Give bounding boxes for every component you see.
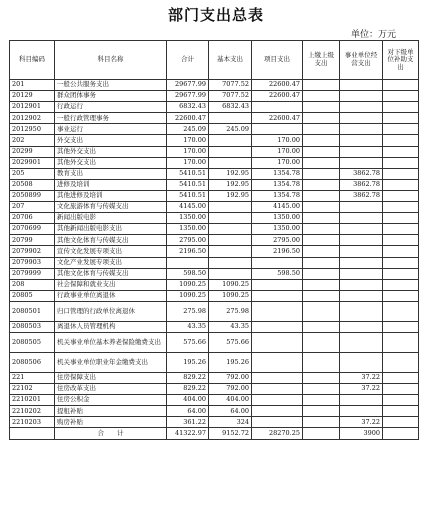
upper-cell xyxy=(303,279,340,290)
header-row xyxy=(10,41,419,80)
name-cell: 购房补贴 xyxy=(55,417,167,428)
subsidy-cell xyxy=(383,146,419,157)
name-cell: 教育支出 xyxy=(55,168,167,179)
basic-cell xyxy=(209,146,252,157)
name-cell: 一般行政管理事务 xyxy=(55,113,167,124)
table-row xyxy=(10,257,419,268)
subsidy-cell xyxy=(383,395,419,406)
table-row xyxy=(10,224,419,235)
table-row xyxy=(10,213,419,224)
total-basic: 9152.72 xyxy=(209,428,252,439)
business-cell xyxy=(340,257,383,268)
subsidy-cell xyxy=(383,91,419,102)
upper-cell xyxy=(303,80,340,91)
name-cell: 其他外交支出 xyxy=(55,157,167,168)
subsidy-cell xyxy=(383,332,419,352)
project-cell xyxy=(252,279,303,290)
name-cell: 其他文化体育与传媒支出 xyxy=(55,235,167,246)
name-cell: 文化旅游体育与传媒支出 xyxy=(55,202,167,213)
upper-cell xyxy=(303,157,340,168)
code-cell: 2079902 xyxy=(10,246,55,257)
total-cell: 43.35 xyxy=(167,321,209,332)
basic-cell: 575.66 xyxy=(209,332,252,352)
name-cell: 外交支出 xyxy=(55,135,167,146)
name-cell: 机关事业单位基本养老保险缴费支出 xyxy=(55,332,167,352)
project-cell: 2196.50 xyxy=(252,246,303,257)
code-cell: 2012901 xyxy=(10,102,55,113)
total-cell: 5410.51 xyxy=(167,190,209,201)
subsidy-cell xyxy=(383,257,419,268)
basic-cell: 195.26 xyxy=(209,352,252,372)
total-cell: 29677.99 xyxy=(167,80,209,91)
project-cell xyxy=(252,352,303,372)
basic-cell: 6832.43 xyxy=(209,102,252,113)
basic-cell xyxy=(209,257,252,268)
total-row xyxy=(10,428,419,439)
upper-cell xyxy=(303,321,340,332)
code-cell: 20299 xyxy=(10,146,55,157)
subsidy-cell xyxy=(383,213,419,224)
business-cell xyxy=(340,124,383,135)
table-row xyxy=(10,235,419,246)
basic-cell: 792.00 xyxy=(209,384,252,395)
header-project: 项目支出 xyxy=(252,41,303,80)
header-total: 合计 xyxy=(167,41,209,80)
upper-cell xyxy=(303,168,340,179)
table-row xyxy=(10,384,419,395)
project-cell xyxy=(252,102,303,113)
business-cell xyxy=(340,146,383,157)
code-cell: 2210203 xyxy=(10,417,55,428)
project-cell xyxy=(252,321,303,332)
expenditure-table xyxy=(9,40,419,440)
table-row xyxy=(10,80,419,91)
name-cell: 提租补贴 xyxy=(55,406,167,417)
subsidy-cell xyxy=(383,202,419,213)
project-cell: 22600.47 xyxy=(252,113,303,124)
project-cell: 22600.47 xyxy=(252,91,303,102)
subsidy-cell xyxy=(383,80,419,91)
project-cell: 1354.78 xyxy=(252,179,303,190)
subsidy-cell xyxy=(383,246,419,257)
name-cell: 一般公共服务支出 xyxy=(55,80,167,91)
name-cell: 其他进修及培训 xyxy=(55,190,167,201)
total-cell: 829.22 xyxy=(167,372,209,383)
basic-cell xyxy=(209,202,252,213)
business-cell xyxy=(340,332,383,352)
subsidy-cell xyxy=(383,384,419,395)
table-row xyxy=(10,406,419,417)
business-cell: 3862.78 xyxy=(340,168,383,179)
basic-cell: 324 xyxy=(209,417,252,428)
upper-cell xyxy=(303,113,340,124)
basic-cell: 404.00 xyxy=(209,395,252,406)
code-cell: 2012950 xyxy=(10,124,55,135)
subsidy-cell xyxy=(383,190,419,201)
basic-cell: 1090.25 xyxy=(209,290,252,301)
upper-cell xyxy=(303,372,340,383)
name-cell: 行政事业单位离退休 xyxy=(55,290,167,301)
header-name: 科目名称 xyxy=(55,41,167,80)
upper-cell xyxy=(303,224,340,235)
business-cell xyxy=(340,91,383,102)
project-cell: 170.00 xyxy=(252,146,303,157)
total-cell: 1090.25 xyxy=(167,290,209,301)
upper-cell xyxy=(303,395,340,406)
total-cell: 275.98 xyxy=(167,301,209,321)
name-cell: 宣传文化发展专项支出 xyxy=(55,246,167,257)
name-cell: 新闻出版电影 xyxy=(55,213,167,224)
business-cell xyxy=(340,113,383,124)
code-cell: 221 xyxy=(10,372,55,383)
subsidy-cell xyxy=(383,157,419,168)
name-cell: 机关事业单位职业年金缴费支出 xyxy=(55,352,167,372)
table-row xyxy=(10,268,419,279)
business-cell: 37.22 xyxy=(340,384,383,395)
basic-cell xyxy=(209,224,252,235)
upper-cell xyxy=(303,352,340,372)
code-cell: 20706 xyxy=(10,213,55,224)
upper-cell xyxy=(303,268,340,279)
subsidy-cell xyxy=(383,224,419,235)
code-cell: 2079903 xyxy=(10,257,55,268)
basic-cell: 64.00 xyxy=(209,406,252,417)
business-cell xyxy=(340,352,383,372)
unit-label: 单位：万元 xyxy=(350,30,396,40)
subsidy-cell xyxy=(383,372,419,383)
upper-cell xyxy=(303,135,340,146)
upper-cell xyxy=(303,213,340,224)
name-cell: 住房公积金 xyxy=(55,395,167,406)
business-cell xyxy=(340,135,383,146)
subsidy-cell xyxy=(383,179,419,190)
total-sum: 41322.97 xyxy=(167,428,209,439)
business-cell: 3862.78 xyxy=(340,190,383,201)
header-subsidy: 对下级单位补助支出 xyxy=(383,41,419,80)
name-cell: 其他新闻出版电影支出 xyxy=(55,224,167,235)
business-cell xyxy=(340,279,383,290)
total-upper xyxy=(303,428,340,439)
project-cell: 598.50 xyxy=(252,268,303,279)
project-cell: 170.00 xyxy=(252,157,303,168)
code-cell: 2080506 xyxy=(10,352,55,372)
total-cell: 598.50 xyxy=(167,268,209,279)
total-cell: 195.26 xyxy=(167,352,209,372)
code-cell: 22102 xyxy=(10,384,55,395)
business-cell xyxy=(340,235,383,246)
table-row xyxy=(10,202,419,213)
upper-cell xyxy=(303,290,340,301)
total-cell: 361.22 xyxy=(167,417,209,428)
basic-cell: 7077.52 xyxy=(209,80,252,91)
table-row xyxy=(10,372,419,383)
name-cell: 文化产业发展专项支出 xyxy=(55,257,167,268)
project-cell: 1350.00 xyxy=(252,213,303,224)
code-cell: 202 xyxy=(10,135,55,146)
project-cell xyxy=(252,406,303,417)
name-cell: 行政运行 xyxy=(55,102,167,113)
upper-cell xyxy=(303,179,340,190)
total-cell: 245.09 xyxy=(167,124,209,135)
total-cell: 1350.00 xyxy=(167,213,209,224)
table-row xyxy=(10,168,419,179)
subsidy-cell xyxy=(383,321,419,332)
page-title: 部门支出总表 xyxy=(167,6,264,24)
business-cell xyxy=(340,321,383,332)
total-cell: 29677.99 xyxy=(167,91,209,102)
business-cell: 37.22 xyxy=(340,372,383,383)
total-cell: 170.00 xyxy=(167,135,209,146)
name-cell: 社会保障和就业支出 xyxy=(55,279,167,290)
total-cell xyxy=(167,257,209,268)
table-row xyxy=(10,246,419,257)
table-row xyxy=(10,190,419,201)
total-cell: 4145.00 xyxy=(167,202,209,213)
basic-cell: 7077.52 xyxy=(209,91,252,102)
code-cell: 20129 xyxy=(10,91,55,102)
project-cell xyxy=(252,372,303,383)
code-cell: 207 xyxy=(10,202,55,213)
code-cell: 2070699 xyxy=(10,224,55,235)
total-cell: 1090.25 xyxy=(167,279,209,290)
business-cell: 3862.78 xyxy=(340,179,383,190)
upper-cell xyxy=(303,417,340,428)
table-row xyxy=(10,290,419,301)
project-cell: 1354.78 xyxy=(252,190,303,201)
code-cell: 208 xyxy=(10,279,55,290)
code-cell: 2050899 xyxy=(10,190,55,201)
header-upper: 上缴上级支出 xyxy=(303,41,340,80)
upper-cell xyxy=(303,246,340,257)
business-cell xyxy=(340,290,383,301)
name-cell: 群众团体事务 xyxy=(55,91,167,102)
upper-cell xyxy=(303,406,340,417)
basic-cell xyxy=(209,235,252,246)
subsidy-cell xyxy=(383,279,419,290)
name-cell: 其他外交支出 xyxy=(55,146,167,157)
name-cell: 住房保障支出 xyxy=(55,372,167,383)
upper-cell xyxy=(303,235,340,246)
subsidy-cell xyxy=(383,113,419,124)
project-cell xyxy=(252,257,303,268)
business-cell xyxy=(340,301,383,321)
basic-cell xyxy=(209,113,252,124)
total-cell: 404.00 xyxy=(167,395,209,406)
subsidy-cell xyxy=(383,124,419,135)
business-cell xyxy=(340,102,383,113)
total-cell: 22600.47 xyxy=(167,113,209,124)
total-cell: 5410.51 xyxy=(167,168,209,179)
total-cell: 5410.51 xyxy=(167,179,209,190)
subsidy-cell xyxy=(383,417,419,428)
business-cell xyxy=(340,213,383,224)
upper-cell xyxy=(303,332,340,352)
table-row xyxy=(10,146,419,157)
business-cell xyxy=(340,202,383,213)
code-cell: 201 xyxy=(10,80,55,91)
code-cell: 2029901 xyxy=(10,157,55,168)
subsidy-cell xyxy=(383,235,419,246)
basic-cell xyxy=(209,157,252,168)
header-business: 事业单位经营支出 xyxy=(340,41,383,80)
code-cell: 20508 xyxy=(10,179,55,190)
basic-cell: 245.09 xyxy=(209,124,252,135)
project-cell xyxy=(252,332,303,352)
subsidy-cell xyxy=(383,168,419,179)
total-label: 合 计 xyxy=(55,428,167,439)
name-cell: 归口管理的行政单位离退休 xyxy=(55,301,167,321)
business-cell xyxy=(340,406,383,417)
project-cell xyxy=(252,124,303,135)
name-cell: 其他文化体育与传媒支出 xyxy=(55,268,167,279)
project-cell: 170.00 xyxy=(252,135,303,146)
table-row xyxy=(10,157,419,168)
project-cell: 22600.47 xyxy=(252,80,303,91)
total-business: 3900 xyxy=(340,428,383,439)
upper-cell xyxy=(303,146,340,157)
total-cell: 2196.50 xyxy=(167,246,209,257)
name-cell: 住房改革支出 xyxy=(55,384,167,395)
basic-cell: 43.35 xyxy=(209,321,252,332)
table-row xyxy=(10,417,419,428)
business-cell xyxy=(340,395,383,406)
code-cell: 205 xyxy=(10,168,55,179)
project-cell xyxy=(252,384,303,395)
project-cell: 1350.00 xyxy=(252,224,303,235)
project-cell xyxy=(252,417,303,428)
project-cell: 4145.00 xyxy=(252,202,303,213)
total-cell: 575.66 xyxy=(167,332,209,352)
table-row xyxy=(10,301,419,321)
basic-cell xyxy=(209,135,252,146)
table-row xyxy=(10,179,419,190)
total-cell: 6832.43 xyxy=(167,102,209,113)
basic-cell xyxy=(209,213,252,224)
subsidy-cell xyxy=(383,290,419,301)
basic-cell xyxy=(209,268,252,279)
basic-cell xyxy=(209,246,252,257)
code-cell: 20799 xyxy=(10,235,55,246)
code-cell: 2079999 xyxy=(10,268,55,279)
subsidy-cell xyxy=(383,268,419,279)
name-cell: 进修及培训 xyxy=(55,179,167,190)
code-cell: 2210202 xyxy=(10,406,55,417)
basic-cell: 1090.25 xyxy=(209,279,252,290)
business-cell xyxy=(340,224,383,235)
code-cell: 20805 xyxy=(10,290,55,301)
table-row xyxy=(10,91,419,102)
subsidy-cell xyxy=(383,301,419,321)
business-cell: 37.22 xyxy=(340,417,383,428)
table-row xyxy=(10,135,419,146)
table-row xyxy=(10,395,419,406)
upper-cell xyxy=(303,190,340,201)
project-cell xyxy=(252,301,303,321)
total-code-cell xyxy=(10,428,55,439)
code-cell: 2210201 xyxy=(10,395,55,406)
total-cell: 2795.00 xyxy=(167,235,209,246)
upper-cell xyxy=(303,301,340,321)
business-cell xyxy=(340,246,383,257)
business-cell xyxy=(340,157,383,168)
project-cell xyxy=(252,395,303,406)
basic-cell: 792.00 xyxy=(209,372,252,383)
header-basic: 基本支出 xyxy=(209,41,252,80)
subsidy-cell xyxy=(383,102,419,113)
basic-cell: 192.95 xyxy=(209,179,252,190)
code-cell: 2080501 xyxy=(10,301,55,321)
total-cell: 64.00 xyxy=(167,406,209,417)
table-row xyxy=(10,124,419,135)
upper-cell xyxy=(303,257,340,268)
total-project: 28270.25 xyxy=(252,428,303,439)
name-cell: 事业运行 xyxy=(55,124,167,135)
project-cell: 1354.78 xyxy=(252,168,303,179)
subsidy-cell xyxy=(383,135,419,146)
basic-cell: 192.95 xyxy=(209,190,252,201)
business-cell xyxy=(340,268,383,279)
table-row xyxy=(10,321,419,332)
upper-cell xyxy=(303,202,340,213)
upper-cell xyxy=(303,124,340,135)
code-cell: 2080503 xyxy=(10,321,55,332)
code-cell: 2012902 xyxy=(10,113,55,124)
name-cell: 离退休人员管理机构 xyxy=(55,321,167,332)
code-cell: 2080505 xyxy=(10,332,55,352)
table-row xyxy=(10,352,419,372)
total-subsidy xyxy=(383,428,419,439)
table-row xyxy=(10,332,419,352)
business-cell xyxy=(340,80,383,91)
basic-cell: 275.98 xyxy=(209,301,252,321)
table-row xyxy=(10,113,419,124)
upper-cell xyxy=(303,102,340,113)
upper-cell xyxy=(303,91,340,102)
total-cell: 170.00 xyxy=(167,157,209,168)
total-cell: 170.00 xyxy=(167,146,209,157)
project-cell xyxy=(252,290,303,301)
total-cell: 829.22 xyxy=(167,384,209,395)
subsidy-cell xyxy=(383,352,419,372)
upper-cell xyxy=(303,384,340,395)
project-cell: 2795.00 xyxy=(252,235,303,246)
table-row xyxy=(10,102,419,113)
total-cell: 1350.00 xyxy=(167,224,209,235)
basic-cell: 192.95 xyxy=(209,168,252,179)
subsidy-cell xyxy=(383,406,419,417)
table-row xyxy=(10,279,419,290)
header-code: 科目编码 xyxy=(10,41,55,80)
